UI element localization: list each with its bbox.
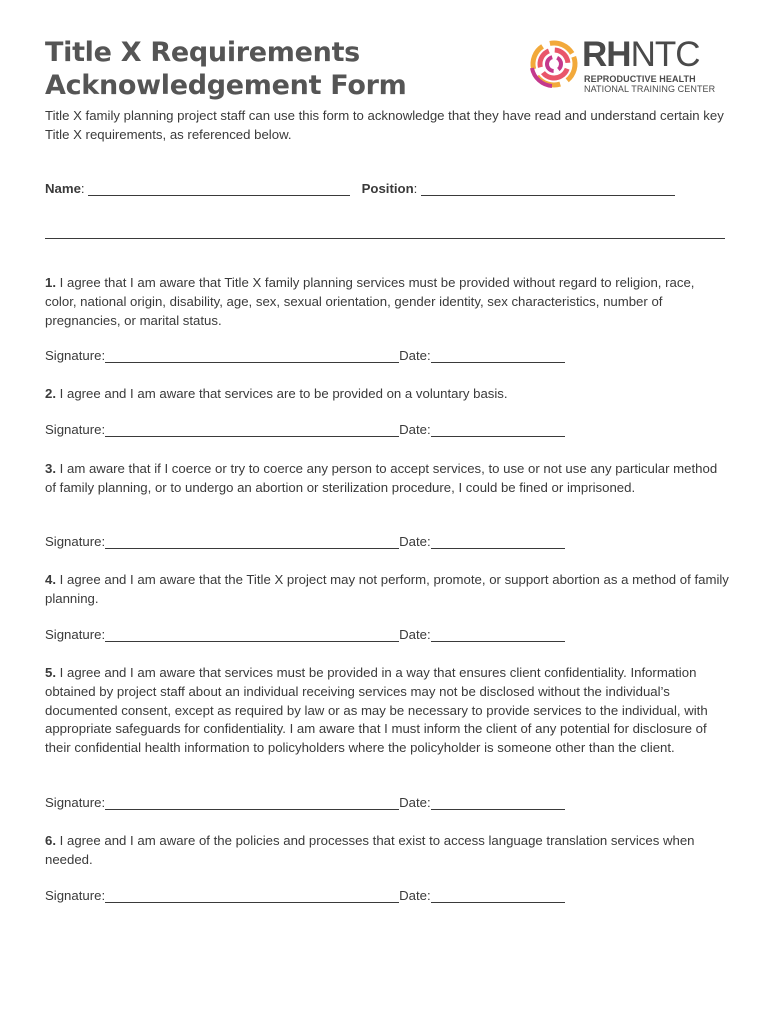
signature-field-3[interactable]: [105, 535, 399, 549]
signature-label: Signature:: [45, 888, 106, 903]
date-field-3[interactable]: [431, 535, 565, 549]
statement-5: [45, 664, 729, 758]
statement-1: [45, 274, 729, 330]
date-field-1[interactable]: [431, 349, 565, 363]
date-label: Date:: [399, 348, 431, 363]
signature-row-3: [45, 534, 565, 549]
page-title: [45, 36, 515, 102]
signature-field-5[interactable]: [105, 796, 399, 810]
signature-row-4: [45, 627, 565, 642]
position-colon: :: [413, 181, 418, 196]
section-divider: [45, 238, 725, 239]
signature-label: Signature:: [45, 422, 106, 437]
date-label: Date:: [399, 627, 431, 642]
statement-3: [45, 460, 729, 498]
date-label: Date:: [399, 422, 431, 437]
statement-4-text: I agree and I am aware that the Title X project may not perform, promote, or support abortion as a method of family planning.: [45, 572, 729, 606]
statement-3-number: 3.: [45, 461, 56, 476]
signature-row-2: [45, 422, 565, 437]
rhntc-logo-mark-icon: [528, 38, 580, 90]
intro-text: Title X family planning project staff can use this form to acknowledge that they have read and understand certain key Title X requirements, as referenced below.: [45, 108, 724, 142]
statement-2: [45, 385, 729, 404]
statement-6-text: I agree and I am aware of the policies and processes that exist to access language translation services when needed.: [45, 833, 695, 867]
statement-6: [45, 832, 729, 870]
logo-rh: RH: [582, 35, 631, 74]
logo-ntc: NTC: [630, 35, 700, 74]
statement-1-text: I agree that I am aware that Title X family planning services must be provided without regard to religion, race, color, national origin, disability, age, sex, sexual orientation, gender identity, sex characteristics, number of pregnancies, or marital status.: [45, 275, 695, 328]
name-label: Name: [45, 181, 81, 196]
statement-4-number: 4.: [45, 572, 56, 587]
signature-row-6: [45, 888, 565, 903]
statement-3-text: I am aware that if I coerce or try to coerce any person to accept services, to use or not use any particular method of family planning, or to undergo an abortion or sterilization procedure, I could be fined or imprisoned.: [45, 461, 718, 495]
title-line-2: Acknowledgement Form: [45, 70, 407, 101]
date-field-6[interactable]: [431, 889, 565, 903]
signature-label: Signature:: [45, 795, 106, 810]
logo-subtitle-1: REPRODUCTIVE HEALTH: [584, 74, 696, 84]
statement-4: [45, 571, 729, 609]
signature-label: Signature:: [45, 627, 106, 642]
statement-2-number: 2.: [45, 386, 56, 401]
signature-field-1[interactable]: [105, 349, 399, 363]
statement-2-text: I agree and I am aware that services are to be provided on a voluntary basis.: [56, 386, 508, 401]
signature-label: Signature:: [45, 534, 106, 549]
signature-field-4[interactable]: [105, 628, 399, 642]
signature-row-1: [45, 348, 565, 363]
date-label: Date:: [399, 888, 431, 903]
signature-field-6[interactable]: [105, 889, 399, 903]
date-label: Date:: [399, 534, 431, 549]
date-field-5[interactable]: [431, 796, 565, 810]
name-position-row: [45, 181, 675, 196]
statement-6-number: 6.: [45, 833, 56, 848]
statement-1-number: 1.: [45, 275, 56, 290]
date-field-4[interactable]: [431, 628, 565, 642]
statement-5-number: 5.: [45, 665, 56, 680]
logo-wordmark: [582, 35, 700, 75]
statement-5-text: I agree and I am aware that services must be provided in a way that ensures client confidentiality. Information obtained by project staff about an individual receiving services may not be disclosed without the individual’s documented consent, except as required by law or as may be necessary to provide services to the individual, with appropriate safeguards for confidentiality. I am aware that I must inform the client of any potential for disclosure of their confidential health information to policyholders where the policyholder is someone other than the client.: [45, 665, 708, 756]
position-field[interactable]: [421, 181, 675, 196]
name-field[interactable]: [88, 181, 350, 196]
name-colon: :: [80, 181, 85, 196]
logo-subtitle-2: NATIONAL TRAINING CENTER: [584, 84, 716, 94]
signature-label: Signature:: [45, 348, 106, 363]
signature-field-2[interactable]: [105, 423, 399, 437]
rhntc-logo: [528, 35, 728, 98]
date-field-2[interactable]: [431, 423, 565, 437]
date-label: Date:: [399, 795, 431, 810]
signature-row-5: [45, 795, 565, 810]
title-line-1: Title X Requirements: [45, 37, 360, 68]
position-label: Position: [361, 181, 414, 196]
